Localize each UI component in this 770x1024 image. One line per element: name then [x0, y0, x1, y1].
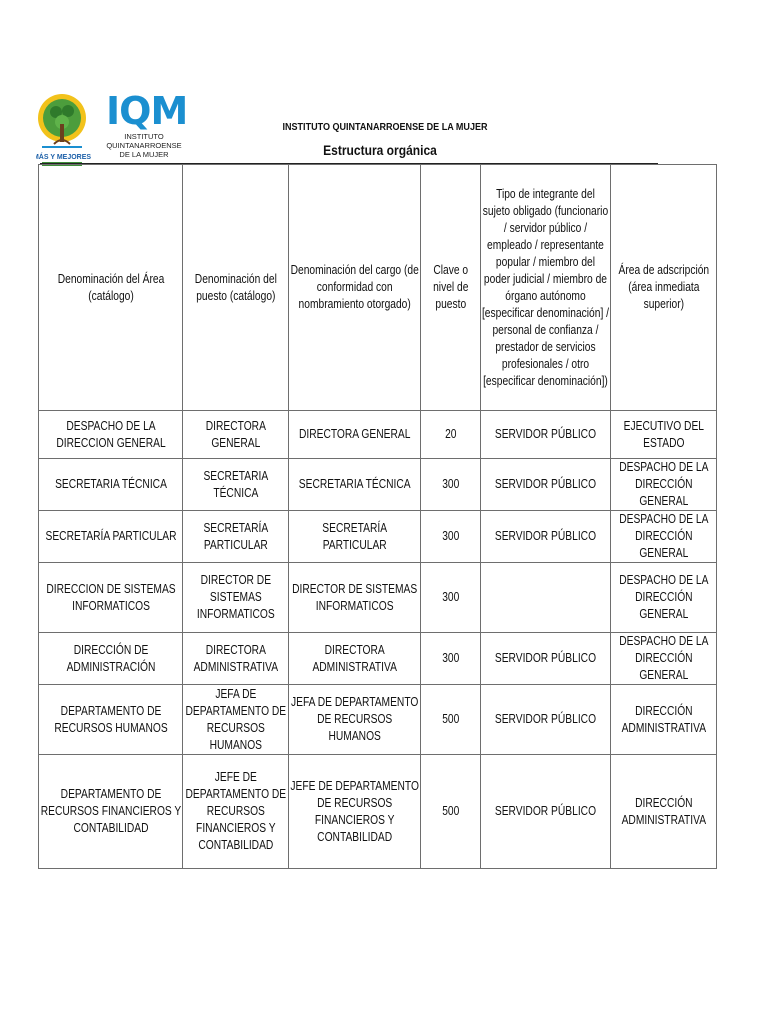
- table-row: [39, 459, 717, 511]
- table-cell: DIRECCIÓN ADMINISTRATIVA: [611, 685, 717, 755]
- document-subtitle: Estructura orgánica: [323, 142, 437, 158]
- table-cell: SECRETARÍA PARTICULAR: [39, 511, 183, 563]
- table-cell: SECRETARÍA PARTICULAR: [289, 511, 421, 563]
- table-cell: DIRECTOR DE SISTEMAS INFORMATICOS: [183, 563, 289, 633]
- iqm-caption-line2: DE LA MUJER: [119, 150, 169, 159]
- table-cell: 500: [421, 755, 481, 869]
- column-header: Denominación del Área (catálogo): [39, 165, 183, 411]
- iqm-caption-line1: INSTITUTO QUINTANARROENSE: [106, 132, 182, 150]
- table-cell: SERVIDOR PÚBLICO: [481, 459, 611, 511]
- table-cell: 20: [421, 411, 481, 459]
- table-cell: SERVIDOR PÚBLICO: [481, 755, 611, 869]
- table-cell: JEFE DE DEPARTAMENTO DE RECURSOS FINANCIEROS Y CONTABILIDAD: [289, 755, 421, 869]
- table-cell: SERVIDOR PÚBLICO: [481, 411, 611, 459]
- table-cell: DESPACHO DE LA DIRECCIÓN GENERAL: [611, 511, 717, 563]
- table-cell: SECRETARIA TÉCNICA: [39, 459, 183, 511]
- column-header: Tipo de integrante del sujeto obligado (funcionario / servidor público / empleado / representante popular / miembro del poder judicial / miembro de órgano autónomo [especificar denominación] / personal de confianza / prestador de servicios profesionales / otro [especificar denominación]): [481, 165, 611, 411]
- table-cell: JEFA DE DEPARTAMENTO DE RECURSOS HUMANOS: [183, 685, 289, 755]
- table-cell: DESPACHO DE LA DIRECCIÓN GENERAL: [611, 633, 717, 685]
- table-cell: JEFE DE DEPARTAMENTO DE RECURSOS FINANCIEROS Y CONTABILIDAD: [183, 755, 289, 869]
- table-cell: DIRECCION DE SISTEMAS INFORMATICOS: [39, 563, 183, 633]
- table-cell: DESPACHO DE LA DIRECCIÓN GENERAL: [611, 563, 717, 633]
- table-cell: SERVIDOR PÚBLICO: [481, 511, 611, 563]
- table-cell: DIRECCIÓN DE ADMINISTRACIÓN: [39, 633, 183, 685]
- tree-logo-icon: [36, 88, 92, 168]
- table-cell: DIRECTOR DE SISTEMAS INFORMATICOS: [289, 563, 421, 633]
- table-cell: 300: [421, 511, 481, 563]
- logo-caption: MÁS Y MEJORES: [36, 154, 92, 161]
- table-row: [39, 411, 717, 459]
- table-cell: DIRECTORA GENERAL: [289, 411, 421, 459]
- column-header: Denominación del puesto (catálogo): [183, 165, 289, 411]
- table-cell: DESPACHO DE LA DIRECCIÓN GENERAL: [611, 459, 717, 511]
- table-cell: 300: [421, 563, 481, 633]
- table-cell: DEPARTAMENTO DE RECURSOS HUMANOS: [39, 685, 183, 755]
- table-cell: [481, 563, 611, 633]
- document-title: INSTITUTO QUINTANARROENSE DE LA MUJER: [282, 121, 488, 133]
- table-cell: 300: [421, 633, 481, 685]
- table-cell: SERVIDOR PÚBLICO: [481, 685, 611, 755]
- iqm-logo-caption: [96, 132, 192, 159]
- column-header: Clave o nivel de puesto: [421, 165, 481, 411]
- table-row: [39, 511, 717, 563]
- iqm-logo-mark: IQM: [106, 89, 188, 133]
- table-header-row: [39, 165, 717, 411]
- table-cell: 500: [421, 685, 481, 755]
- table-cell: DIRECTORA GENERAL: [183, 411, 289, 459]
- iqm-logo: [96, 89, 192, 164]
- table-cell: DIRECCIÓN ADMINISTRATIVA: [611, 755, 717, 869]
- table-row: [39, 685, 717, 755]
- table-row: [39, 563, 717, 633]
- table-cell: EJECUTIVO DEL ESTADO: [611, 411, 717, 459]
- table-cell: DIRECTORA ADMINISTRATIVA: [183, 633, 289, 685]
- state-logo: [36, 88, 92, 168]
- column-header: Área de adscripción (área inmediata superior): [611, 165, 717, 411]
- table-cell: SECRETARIA TÉCNICA: [289, 459, 421, 511]
- table-cell: 300: [421, 459, 481, 511]
- column-header: Denominación del cargo (de conformidad con nombramiento otorgado): [289, 165, 421, 411]
- org-structure-table: [38, 164, 717, 869]
- table-cell: DEPARTAMENTO DE RECURSOS FINANCIEROS Y CONTABILIDAD: [39, 755, 183, 869]
- table-cell: SERVIDOR PÚBLICO: [481, 633, 611, 685]
- table-cell: DESPACHO DE LA DIRECCION GENERAL: [39, 411, 183, 459]
- table-cell: SECRETARÍA PARTICULAR: [183, 511, 289, 563]
- table-cell: DIRECTORA ADMINISTRATIVA: [289, 633, 421, 685]
- table-row: [39, 755, 717, 869]
- table-cell: JEFA DE DEPARTAMENTO DE RECURSOS HUMANOS: [289, 685, 421, 755]
- table-cell: SECRETARIA TÉCNICA: [183, 459, 289, 511]
- table-row: [39, 633, 717, 685]
